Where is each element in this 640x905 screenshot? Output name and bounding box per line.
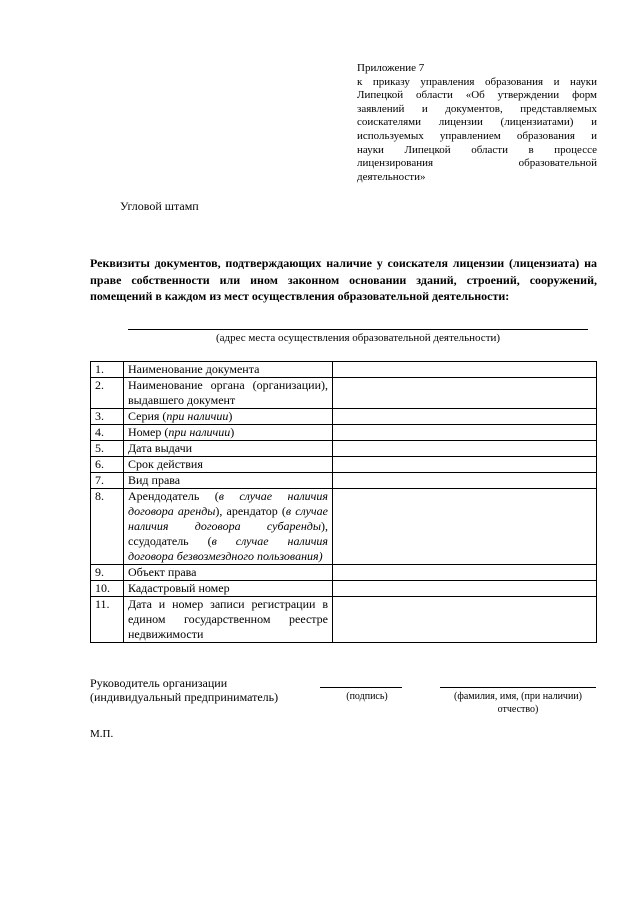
table-row [91, 425, 597, 441]
document-heading: Реквизиты документов, подтверждающих наличие у соискателя лицензии (лицензиата) на праве собственности или ином законном основании зданий, строений, сооружений, помещений в каждом из мест осуществления образовательной деятельности: [90, 256, 597, 303]
table-row [91, 489, 597, 565]
row-number: 2. [91, 378, 124, 409]
row-value-cell [333, 489, 597, 565]
row-value-cell [333, 581, 597, 597]
name-caption: (фамилия, имя, (при наличии) отчество) [454, 691, 582, 715]
row-label-note: в случае наличия договора субаренды [128, 504, 328, 533]
annex-title: Приложение 7 [357, 62, 425, 74]
requisites-table [90, 361, 597, 643]
signer-subtitle: (индивидуальный предприниматель) [90, 690, 279, 704]
row-number: 11. [91, 597, 124, 643]
annex-line: науки Липецкой области в процессе [357, 143, 597, 156]
annex-line: лицензирования образовательной [357, 157, 597, 170]
annex-line: Липецкой области «Об утверждении форм [357, 89, 597, 102]
table-row [91, 378, 597, 409]
table-row [91, 362, 597, 378]
table-row [91, 409, 597, 425]
row-label-text: Кадастровый номер [128, 581, 230, 595]
row-label-text: ) [228, 409, 233, 423]
row-label [124, 597, 333, 643]
signature-line [320, 687, 402, 688]
row-number: 8. [91, 489, 124, 565]
row-label-text: Дата выдачи [128, 441, 193, 455]
table-row [91, 597, 597, 643]
row-number: 7. [91, 473, 124, 489]
signer-title: Руководитель организации [90, 676, 228, 690]
table-row [91, 473, 597, 489]
row-value-cell [333, 473, 597, 489]
address-underline [128, 329, 588, 330]
row-value-cell [333, 597, 597, 643]
row-number: 1. [91, 362, 124, 378]
row-label [124, 378, 333, 409]
annex-line: деятельности» [357, 170, 426, 183]
row-value-cell [333, 565, 597, 581]
row-label-text: ), ссудодатель ( [128, 519, 328, 548]
row-label [124, 457, 333, 473]
address-caption: (адрес места осуществления образовательной деятельности) [215, 332, 501, 344]
table-row [91, 581, 597, 597]
row-label [124, 565, 333, 581]
annex-line: заявлений и документов, представляемых [357, 102, 597, 115]
row-label-note: при наличии [168, 425, 231, 439]
seal-label: М.П. [90, 728, 114, 740]
row-value-cell [333, 425, 597, 441]
row-value-cell [333, 362, 597, 378]
row-number: 3. [91, 409, 124, 425]
table-row [91, 457, 597, 473]
row-label [124, 441, 333, 457]
row-label-text: Арендодатель ( [128, 489, 219, 503]
annex-line: к приказу управления образования и науки [357, 75, 597, 88]
row-label-text: Дата и номер записи регистрации в едином государственном реестре недвижимости [128, 597, 328, 641]
signature-caption: (подпись) [346, 691, 388, 702]
row-value-cell [333, 409, 597, 425]
row-number: 4. [91, 425, 124, 441]
row-label-note: в случае наличия договора безвозмездного пользования) [128, 534, 328, 563]
row-label-text: Наименование документа [128, 362, 260, 376]
row-label-text: Объект права [128, 565, 197, 579]
row-value-cell [333, 457, 597, 473]
row-label-note: при наличии [166, 409, 229, 423]
row-value-cell [333, 378, 597, 409]
row-label-text: Наименование органа (организации), выдавшего документ [128, 378, 328, 407]
row-number: 9. [91, 565, 124, 581]
row-label [124, 362, 333, 378]
row-label [124, 409, 333, 425]
row-label-text: Серия ( [128, 409, 167, 423]
row-label-text: Срок действия [128, 457, 203, 471]
row-label [124, 425, 333, 441]
row-label-text: Вид права [128, 473, 181, 487]
annex-line: используемых управлением образования и [357, 129, 597, 142]
table-row [91, 565, 597, 581]
row-number: 10. [91, 581, 124, 597]
row-number: 5. [91, 441, 124, 457]
corner-stamp-label: Угловой штамп [120, 199, 199, 213]
row-label [124, 489, 333, 565]
table-row [91, 441, 597, 457]
row-label-text: ), арендатор ( [215, 504, 286, 518]
row-label [124, 581, 333, 597]
row-value-cell [333, 441, 597, 457]
row-label-note: в случае наличия договора аренды [128, 489, 328, 518]
row-label [124, 473, 333, 489]
row-label-text: ) [230, 425, 235, 439]
annex-block [357, 62, 597, 184]
annex-line: соискателями лицензии (лицензиатами) и [357, 116, 597, 129]
name-line [440, 687, 596, 688]
row-number: 6. [91, 457, 124, 473]
row-label-text: Номер ( [128, 425, 169, 439]
